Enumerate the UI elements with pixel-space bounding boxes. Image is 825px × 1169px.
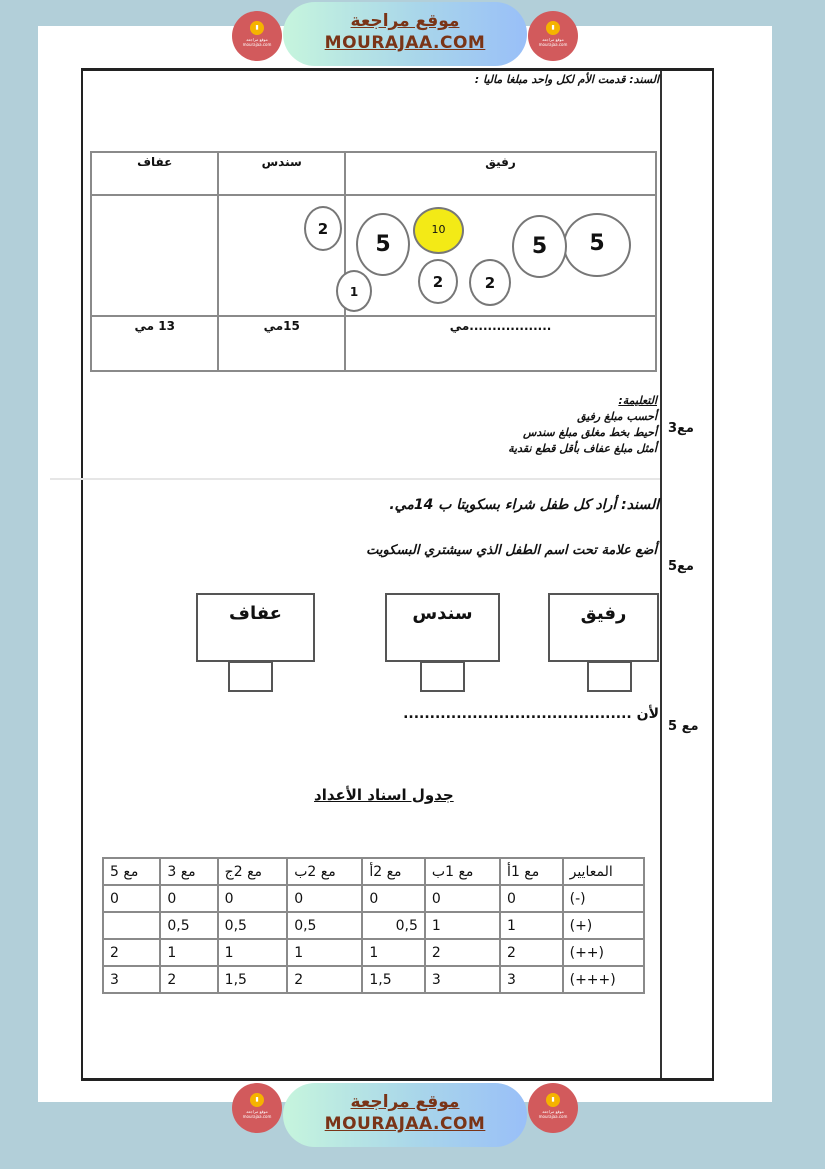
score-cell: 2 <box>500 939 563 966</box>
site-logo-right-top: ▮ موقع مراجعة mourajaa.com <box>528 11 578 61</box>
table-header-row <box>103 858 644 885</box>
criterion-label-3: مع3 <box>668 421 694 436</box>
score-cell: 3 <box>500 966 563 993</box>
site-logo-left-bottom: ▮ موقع مراجعة mourajaa.com <box>232 1083 282 1133</box>
instruction-select-child: أضع علامة تحت اسم الطفل الذي سيشتري البسكويت <box>366 543 657 558</box>
coin-1: 1 <box>336 270 372 312</box>
header-cell: مع 1ب <box>425 858 500 885</box>
score-cell: 1,5 <box>362 966 425 993</box>
divider <box>50 478 660 480</box>
score-cell: 0 <box>362 885 425 912</box>
book-icon: ▮ <box>546 21 560 35</box>
score-cell: 1 <box>218 939 288 966</box>
checkbox-sondos[interactable] <box>420 661 465 692</box>
child-box-sondos: سندس <box>385 593 500 662</box>
instruction-1: أحسب مبلغ رفيق <box>577 410 657 423</box>
grading-title: جدول اسناد الأعداد <box>314 786 454 804</box>
context-text-1: السند: قدمت الأم لكل واحد مبلغا ماليا : <box>474 73 659 86</box>
score-cell: 0,5 <box>362 912 425 939</box>
checkbox-afaf[interactable] <box>228 661 273 692</box>
score-cell: 0 <box>103 885 160 912</box>
score-cell: 1 <box>160 939 217 966</box>
score-cell: 0,5 <box>160 912 217 939</box>
header-cell: المعايير <box>563 858 644 885</box>
banner-latin: MOURAJAA.COM <box>324 33 486 53</box>
score-cell: 2 <box>287 966 362 993</box>
grading-table <box>102 857 645 994</box>
instruction-2: أحيط بخط مغلق مبلغ سندس <box>523 426 657 439</box>
score-cell: 1 <box>425 912 500 939</box>
header-cell: مع 5 <box>103 858 160 885</box>
coin-5: 5 <box>512 215 567 278</box>
header-cell: مع 1أ <box>500 858 563 885</box>
criteria-column <box>660 71 712 1078</box>
total-rafiq[interactable]: ..................مي <box>345 316 656 371</box>
child-box-afaf: عفاف <box>196 593 315 662</box>
header-cell: مع 2ج <box>218 858 288 885</box>
table-row <box>103 912 644 939</box>
instruction-title: التعليمة: <box>618 394 657 407</box>
score-cell: 0 <box>425 885 500 912</box>
score-cell: 1 <box>287 939 362 966</box>
score-cell: 0 <box>500 885 563 912</box>
checkbox-rafiq[interactable] <box>587 661 632 692</box>
score-cell: 3 <box>425 966 500 993</box>
context-text-2: السند: أراد كل طفل شراء بسكويتا ب 14مي. <box>389 497 659 513</box>
score-cell: 1 <box>362 939 425 966</box>
book-icon: ▮ <box>546 1093 560 1107</box>
criterion-cell: (+++) <box>563 966 644 993</box>
site-logo-left-top: ▮ موقع مراجعة mourajaa.com <box>232 11 282 61</box>
score-cell: 0 <box>218 885 288 912</box>
criterion-label-5: مع5 <box>668 559 694 574</box>
header-cell: مع 2ب <box>287 858 362 885</box>
score-cell: 2 <box>425 939 500 966</box>
coin-2: 2 <box>469 259 511 306</box>
because-answer-line[interactable]: لأن ........................................... <box>403 706 659 722</box>
score-cell: 2 <box>103 939 160 966</box>
total-sondos: 15مي <box>218 316 345 371</box>
score-cell: 2 <box>160 966 217 993</box>
coin-2: 2 <box>418 259 458 304</box>
criterion-label-5b: مع 5 <box>668 719 699 734</box>
score-cell: 1,5 <box>218 966 288 993</box>
name-afaf: عفاف <box>91 152 218 195</box>
header-cell: مع 3 <box>160 858 217 885</box>
table-row <box>103 885 644 912</box>
table-row <box>103 939 644 966</box>
banner-latin: MOURAJAA.COM <box>324 1114 486 1134</box>
score-cell: 0,5 <box>287 912 362 939</box>
name-sondos: سندس <box>218 152 345 195</box>
child-box-rafiq: رفيق <box>548 593 659 662</box>
score-cell <box>103 912 160 939</box>
header-cell: مع 2أ <box>362 858 425 885</box>
score-cell: 3 <box>103 966 160 993</box>
score-cell: 1 <box>500 912 563 939</box>
name-rafiq: رفيق <box>345 152 656 195</box>
instruction-3: أمثل مبلغ عفاف بأقل قطع نقدية <box>508 442 657 455</box>
total-afaf: 13 مي <box>91 316 218 371</box>
score-cell: 0 <box>160 885 217 912</box>
coin-5: 5 <box>356 213 410 276</box>
coins-afaf-cell[interactable] <box>91 195 218 316</box>
coin-10: 10 <box>413 207 464 254</box>
criterion-cell: (++) <box>563 939 644 966</box>
table-row <box>103 966 644 993</box>
score-cell: 0,5 <box>218 912 288 939</box>
site-banner-bottom[interactable] <box>283 1083 527 1147</box>
banner-arabic: موقع مراجعة <box>350 1092 460 1112</box>
coin-5: 5 <box>563 213 631 277</box>
score-cell: 0 <box>287 885 362 912</box>
site-logo-right-bottom: ▮ موقع مراجعة mourajaa.com <box>528 1083 578 1133</box>
book-icon: ▮ <box>250 21 264 35</box>
criterion-cell: (+) <box>563 912 644 939</box>
banner-arabic: موقع مراجعة <box>350 11 460 31</box>
book-icon: ▮ <box>250 1093 264 1107</box>
site-banner-top[interactable] <box>283 2 527 66</box>
coin-2: 2 <box>304 206 342 251</box>
criterion-cell: (-) <box>563 885 644 912</box>
